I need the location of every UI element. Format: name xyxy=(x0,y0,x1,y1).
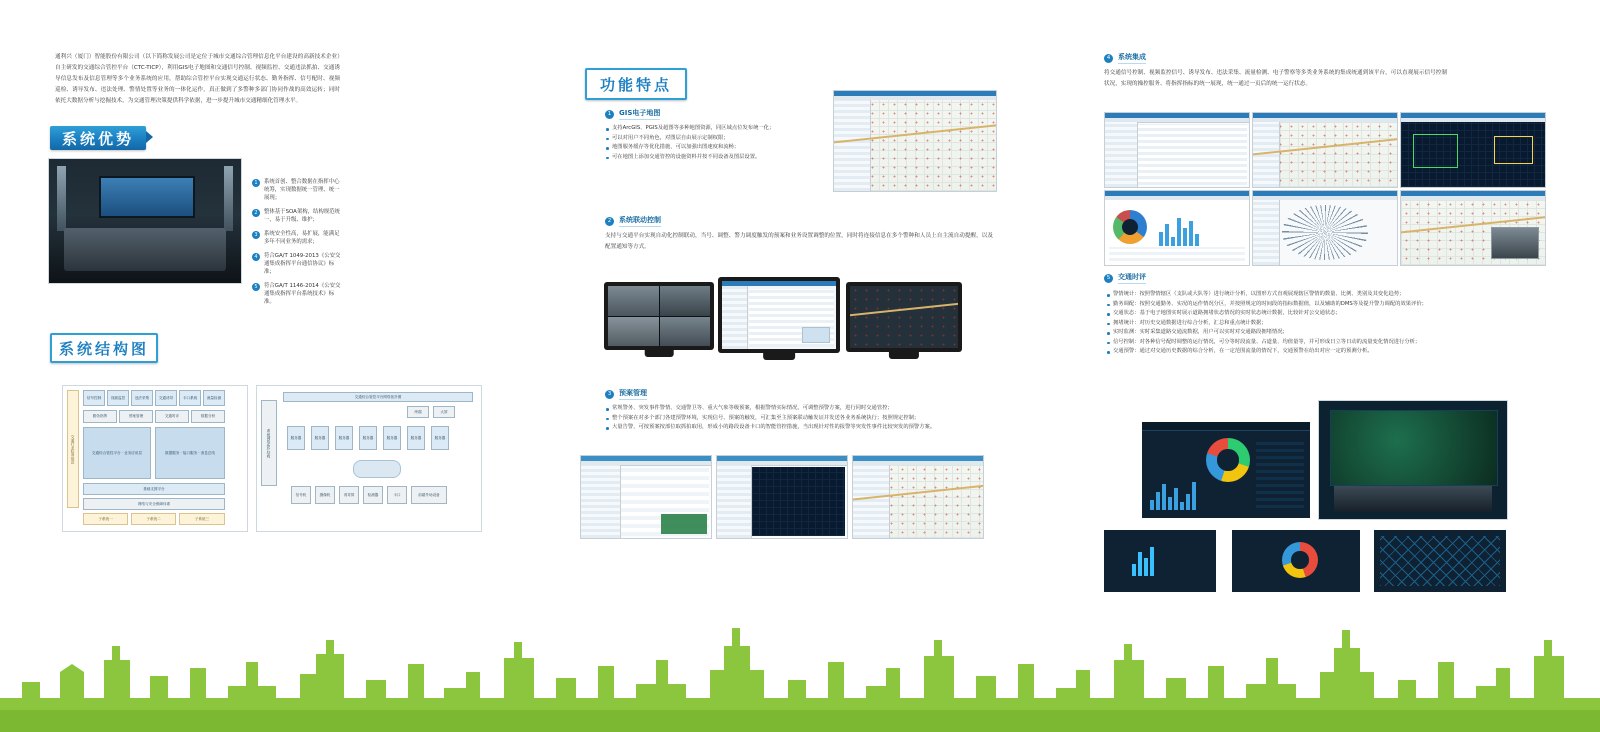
item-number: 2 xyxy=(252,209,260,217)
integration-screenshot-2 xyxy=(1252,112,1398,188)
feature-bullet: 信号控制：对各种信号配时调整的运行情况，可分等时段流量、占道量、均值量等，并可形成日立等日动的流量变化情况进行分析； xyxy=(1106,338,1544,348)
feature-gis xyxy=(605,108,820,162)
feature-title: 预案管理 xyxy=(619,388,647,400)
map-points xyxy=(850,286,958,348)
topology-node: 服务器 xyxy=(311,426,329,450)
city-silhouette-footer xyxy=(0,602,1600,732)
feature-bullet: 整个预案在对多个部门各建预警环境，实现信号、预案的触发，可汇集至主预案联动触发证并发送各业务系统执行；按照规定控制； xyxy=(605,414,995,424)
integration-screenshot-4 xyxy=(1104,190,1250,266)
item-text: 系统首创、整合数据在指挥中心统筹，实现数据统一管理、统一展现； xyxy=(264,179,340,201)
feature-linkage xyxy=(605,215,995,253)
section-title-structure: 系统结构图 xyxy=(50,333,158,363)
diagram-cell: 基础支撑平台 xyxy=(83,483,225,495)
topology-node: 服务器 xyxy=(431,426,449,450)
feature-integration xyxy=(1104,52,1449,90)
feature-number: 2 xyxy=(605,217,614,226)
feature-bullet: 支持ArcGIS、PGIS及超图等多种地图资源，同区域点位发布统一化； xyxy=(605,124,820,134)
intro-paragraph: 通利兴（厦门）智能股份有限公司（以下简称发展公司是定位于城市交通综合管理信息化平台建设的高新技术企业）自主研发的交通综合管控平台（CTC-TICP），利用GIS电子地图和交通信号控制、视频监控、交通违法抓拍、交通诱导信息发布及信息管理等多个业务系统的应用，帮助综合管控平台实现交通运行状态、勤务指挥、信号配时、视频巡检、诱导发布、违法处理、警情处置等业务的一体化运作，真正做到了多警种多部门协同作战的高效运转；同时依托大数据分析与挖掘技术，为交通管理决策提供科学依据，进一步提升城市交通精细化管理水平。 xyxy=(55,54,340,104)
intersection-canvas xyxy=(752,467,845,536)
diagram-cell: 网络与安全保障体系 xyxy=(83,498,225,510)
list-item xyxy=(252,252,344,276)
sidebar xyxy=(1105,122,1138,187)
diagram-label-vertical: 交通行业标准规范 xyxy=(67,390,79,508)
feature-bullet: 警情统计：按照警情辖区（支队或大队等）进行统计分析，以图形方式直观展现辖区警情的数量、比例、类别及其变化趋势； xyxy=(1106,290,1544,300)
analysis-screenshot-2 xyxy=(1232,530,1360,592)
feature-number: 3 xyxy=(605,390,614,399)
topology-label: 系统网络拓扑结构 xyxy=(261,400,277,486)
dashboard-header xyxy=(1142,422,1310,431)
diagram-cell: 子系统二 xyxy=(131,513,176,525)
monitor-map xyxy=(846,282,962,352)
plan-list-screenshot xyxy=(580,455,712,539)
integration-screenshot-1 xyxy=(1104,112,1250,188)
list-item xyxy=(252,208,344,224)
analysis-screenshot-1 xyxy=(1104,530,1216,592)
big-screen xyxy=(1330,410,1497,485)
feature-bullet: 交通状态：基于电子地图实时展示道路拥堵状态情况的实时状态统计数据，比较针对公交通状态； xyxy=(1106,309,1544,319)
feature-number: 5 xyxy=(1104,274,1113,283)
gis-map-screenshot xyxy=(833,90,997,192)
section-title-features: 功能特点 xyxy=(585,68,687,100)
analysis-screenshot-3 xyxy=(1374,530,1506,592)
feature-paragraph: 将交通信号控制、视频监控信号、诱导发布、违法采集、流量检测、电子警察等多类业务系统的集成统通到该平台，可以直观展示信号控制状况，实现的操控服务、将指挥指标的统一展现，统一通过一页后的统一运行状态。 xyxy=(1104,70,1447,87)
feature-title: 系统联动控制 xyxy=(619,215,661,227)
content xyxy=(1105,122,1249,187)
diagram-cell: 勤务指挥 xyxy=(83,410,117,423)
pie-chart xyxy=(1113,210,1147,244)
camera-tile xyxy=(660,286,711,316)
item-number: 3 xyxy=(252,231,260,239)
advantage-list xyxy=(252,178,344,312)
feature-heading xyxy=(1104,52,1449,64)
traffic-review-bullets xyxy=(1106,290,1544,357)
integration-screenshot-3 xyxy=(1400,112,1546,188)
camera-tile xyxy=(660,317,711,347)
radial-network xyxy=(1282,205,1368,260)
diagram-cell: 信号控制 xyxy=(83,390,105,406)
field-device: 前端外场设备 xyxy=(411,486,447,504)
list-item xyxy=(252,178,344,202)
diagram-cell: 交通综合管控平台 · 业务应用层 xyxy=(83,427,151,479)
diagram-cell: 流量检测 xyxy=(203,390,225,406)
topology-node: 终端 xyxy=(407,406,429,418)
phase-box xyxy=(1413,134,1458,169)
stats-panel xyxy=(1256,438,1304,508)
feature-title: 系统集成 xyxy=(1118,52,1146,64)
camera-tile xyxy=(608,317,659,347)
feature-bullet: 常规警务、突发事件警情、交通警卫等、重大气象等级预案，根据警情实际情况，可调整预警方案，进行同时交通管控； xyxy=(605,404,995,414)
item-number: 5 xyxy=(252,283,260,291)
list-item xyxy=(252,282,344,306)
map-content xyxy=(1253,122,1397,187)
field-device: 诱导屏 xyxy=(339,486,359,504)
tree-panel xyxy=(717,465,752,538)
screen xyxy=(850,286,958,348)
monitor-stand xyxy=(645,350,674,357)
sidebar xyxy=(1253,200,1280,265)
list-item xyxy=(252,230,344,246)
map-view xyxy=(853,465,983,538)
sidebar xyxy=(1253,122,1280,187)
feature-bullet: 拥堵统计：对历史交通数据进行综合分析，汇总和重点统计数据； xyxy=(1106,319,1544,329)
operator-desks xyxy=(64,228,225,270)
dashboard-screenshot xyxy=(1142,422,1310,518)
app-sidebar xyxy=(722,286,748,349)
feature-heading xyxy=(605,215,995,227)
control-room-photo xyxy=(48,158,242,284)
feature-plan-management xyxy=(605,388,995,433)
integration-screenshot-5 xyxy=(1252,190,1398,266)
item-number: 1 xyxy=(252,179,260,187)
diagram-cell: 视频监控 xyxy=(107,390,129,406)
diagram-cell: 违法采集 xyxy=(131,390,153,406)
donut-chart xyxy=(1282,542,1318,578)
diagram-cell: 子系统一 xyxy=(83,513,128,525)
feature-heading xyxy=(605,388,995,400)
status-grid xyxy=(661,514,707,534)
network-content xyxy=(1253,200,1397,265)
feature-heading xyxy=(605,108,820,120)
bar-chart xyxy=(1159,212,1199,246)
map-view xyxy=(717,465,847,538)
bar-chart xyxy=(1150,480,1196,510)
diagram-cell: 预案管理 xyxy=(119,410,153,423)
field-device: 检测器 xyxy=(363,486,383,504)
topology-title: 交通综合管控平台网络拓扑图 xyxy=(283,392,473,402)
plan-map-screenshot xyxy=(716,455,848,539)
desk xyxy=(1334,486,1492,512)
monitor-video-wall xyxy=(604,282,714,350)
diagram-cell: 子系统三 xyxy=(179,513,225,525)
feature-number: 4 xyxy=(1104,54,1113,63)
diagram-cell: 交通诱导 xyxy=(155,390,177,406)
section-title-advantage: 系统优势 xyxy=(50,126,146,150)
tree-panel xyxy=(853,465,890,538)
bar-chart xyxy=(1132,546,1154,576)
topology-node: 服务器 xyxy=(383,426,401,450)
topology-node: 服务器 xyxy=(287,426,305,450)
feature-bullet: 勤务调配：按照交通勤务、实况的运作情况分区，并按照规定的时间段的指标数据值，以及辅助的DMS等及提升警力调配的效果评价； xyxy=(1106,300,1544,310)
field-device: 信号机 xyxy=(291,486,311,504)
feature-traffic-review xyxy=(1104,272,1449,288)
monitor-control-ui xyxy=(718,277,840,353)
item-text: 符合GA/T 1049-2013《公安交通集成指挥平台通信协议》标准； xyxy=(264,253,341,275)
diagram-cell: 数据服务 · 接口服务 · 消息总线 xyxy=(155,427,225,479)
topology-node: 服务器 xyxy=(359,426,377,450)
camera-tile xyxy=(608,286,659,316)
feature-bullet: 交通预警：通过对交通历史数据的综合分析，在一定范围流量的情况下，交通预警在给出对应一定的预测分析。 xyxy=(1106,347,1544,357)
chart-content xyxy=(1105,200,1249,265)
monitor-stand xyxy=(889,352,919,359)
map-wall-photo xyxy=(1318,400,1508,520)
map-sidebar xyxy=(834,100,871,191)
cloud-network xyxy=(353,460,401,478)
item-number: 4 xyxy=(252,253,260,261)
feature-bullet: 实时监测：实时采集道路交通流数据，用户可以实时对交通路段拥堵情况； xyxy=(1106,328,1544,338)
map-content xyxy=(1401,200,1545,265)
item-text: 符合GA/T 1146-2014《公安交通集成指挥平台系统技术》标准。 xyxy=(264,283,341,305)
feature-bullet: 可以对用户不同角色，对图层自由展示定制权限； xyxy=(605,134,820,144)
monitor-stand xyxy=(763,353,795,360)
feature-heading xyxy=(1104,272,1449,284)
table-view xyxy=(581,465,711,538)
tree-panel xyxy=(581,465,621,538)
feature-bullet: 地图服务缓存等优化措施，可以加强出图速度和流畅； xyxy=(605,143,820,153)
plan-gis-screenshot xyxy=(852,455,984,539)
topology-node: 大屏 xyxy=(433,406,455,418)
feature-bullet: 可在地图上添加交通管控的设施资料并按不同设备及图层设置。 xyxy=(605,153,820,163)
map-canvas xyxy=(834,100,996,191)
item-text: 系统安全性高，易扩展，能满足多年不同业务的需求； xyxy=(264,231,340,245)
feature-number: 1 xyxy=(605,110,614,119)
pillar-right xyxy=(224,166,234,230)
structure-diagram-right xyxy=(256,385,482,532)
field-device: 摄像机 xyxy=(315,486,335,504)
video-preview xyxy=(1491,227,1539,259)
feature-title: GIS电子地图 xyxy=(619,108,660,120)
feature-bullet: 大量告警，可按预案按部位取抓拍取用，形成小的路段设备卡口的智能管控措施，当出现针对性的报警等突发性事件比较突发的预警方案。 xyxy=(605,423,995,433)
pillar-left xyxy=(57,166,67,230)
donut-chart xyxy=(1206,438,1250,482)
field-device: 卡口 xyxy=(387,486,407,504)
table-rows xyxy=(1109,247,1245,261)
screen xyxy=(608,286,710,346)
diagram-cell: 卡口系统 xyxy=(179,390,201,406)
topology-node: 服务器 xyxy=(407,426,425,450)
phase-box xyxy=(1494,136,1533,164)
topology-node: 服务器 xyxy=(335,426,353,450)
app-dialog xyxy=(802,327,830,343)
diagram-cell: 数据分析 xyxy=(191,410,225,423)
diagram-cell: 交通时评 xyxy=(155,410,189,423)
video-wall xyxy=(99,176,195,217)
feature-paragraph: 支持与交通平台实现自动化控制联动，当号、调整、警力调度触发的预案和业务设置调整的位置，同时将连接信息在多个警种和人员上自主流自动提醒，以及配置通知等方式。 xyxy=(605,233,993,250)
screen xyxy=(722,281,836,349)
integration-screenshot-6 xyxy=(1400,190,1546,266)
feature-title: 交通时评 xyxy=(1118,272,1146,284)
skyline-graphic xyxy=(0,602,1600,732)
structure-diagram-left xyxy=(62,385,248,532)
road-network xyxy=(1380,536,1500,586)
signal-view xyxy=(1401,122,1545,187)
rows xyxy=(1138,124,1247,185)
item-text: 整体基于SOA架构，结构规范统一，易于升级、维护； xyxy=(264,209,340,223)
